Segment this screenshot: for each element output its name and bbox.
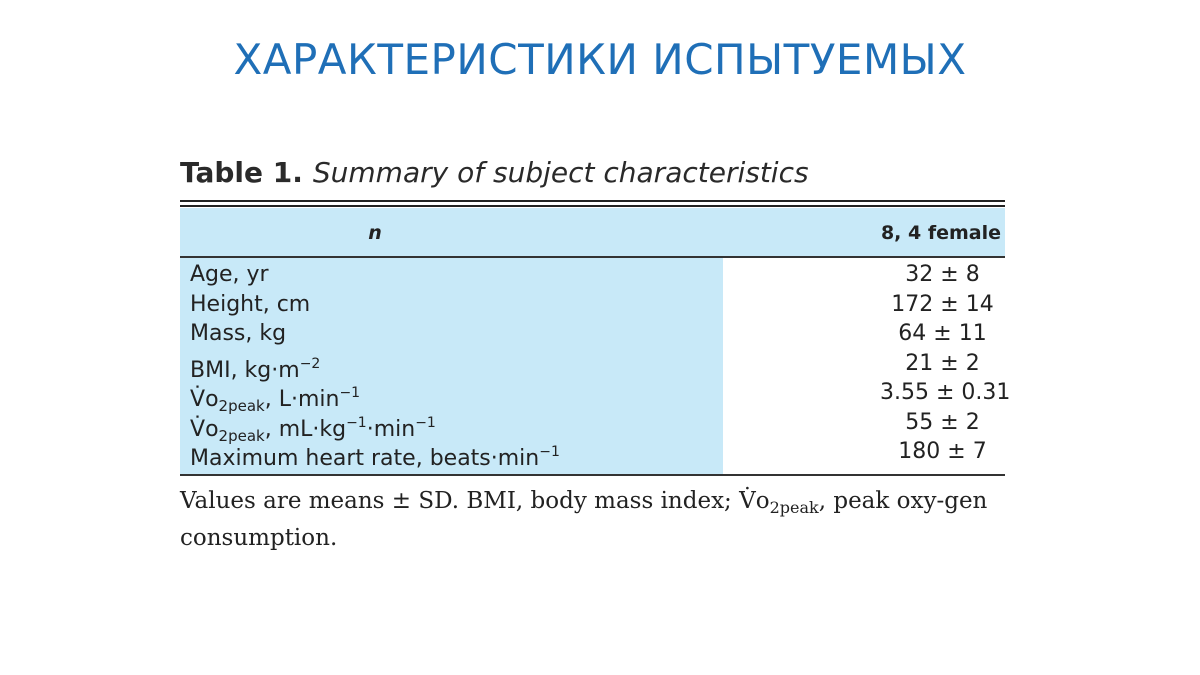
row-label: Age, yr [190, 262, 269, 287]
table-caption [180, 153, 809, 193]
row-value: 3.55 ± 0.31 [880, 380, 1011, 405]
table-row [180, 260, 1005, 290]
row-value: 32 ± 8 [905, 262, 980, 287]
table-header-row [180, 208, 1005, 256]
row-label: Maximum heart rate, $beats\cdot\min^{-1}$ [190, 444, 560, 471]
header-count: 8, 4 female [880, 222, 1001, 244]
table-top-rule-second [180, 205, 1005, 207]
row-value: 64 ± 11 [898, 321, 987, 346]
table-row [180, 378, 1011, 415]
table-body [180, 258, 1011, 474]
slide-title: ХАРАКТЕРИСТИКИ ИСПЫТУЕМЫХ [233, 35, 967, 84]
row-label: $V̇o_{2peak}$, $L\cdot\min^{-1}$ [190, 385, 361, 415]
header-n: n [368, 222, 382, 244]
table-row [180, 408, 1005, 445]
row-label: BMI, $kg\cdot m^{-2}$ [190, 355, 321, 383]
row-label: Mass, kg [190, 321, 287, 346]
table-row [180, 349, 1005, 383]
table-row [180, 290, 1005, 320]
row-value: 180 ± 7 [898, 439, 987, 464]
table-top-rule [180, 200, 1005, 202]
row-label: Height, cm [190, 291, 311, 317]
table-footnote: Values are means ± SD. BMI, body mass index; $V̇o_{2peak}$, peak oxy-gen consumption. [180, 488, 988, 551]
table-caption-label: Table 1. [180, 156, 303, 189]
row-value: 55 ± 2 [905, 409, 980, 435]
table-row [180, 437, 1005, 471]
table-bottom-rule [180, 474, 1005, 476]
table-row [180, 319, 1005, 349]
row-value: 172 ± 14 [891, 291, 994, 317]
row-value: 21 ± 2 [905, 350, 980, 376]
row-label: $V̇o_{2peak}$, $mL\cdot kg^{-1}\cdot\min^{-1}$ [190, 414, 436, 445]
table-caption-text: Summary of subject characteristics [312, 156, 809, 189]
